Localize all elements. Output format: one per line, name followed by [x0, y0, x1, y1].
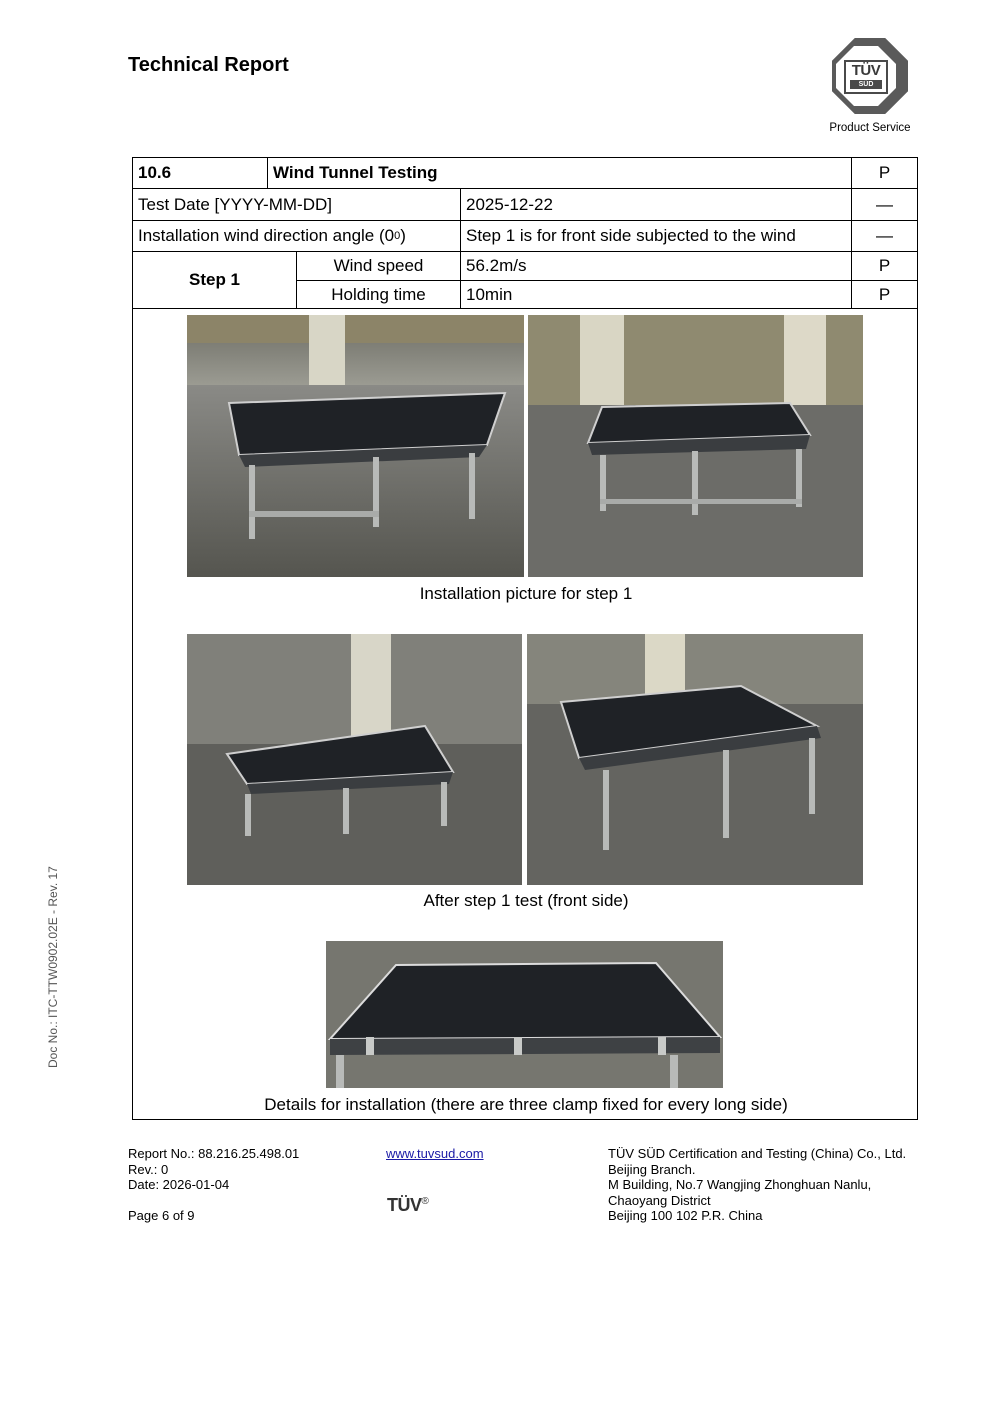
footer-company-address: [608, 1146, 906, 1224]
wind-speed-value: 56.2m/s: [461, 252, 852, 281]
section-number: 10.6: [133, 158, 268, 189]
test-date-label: Test Date [YYYY-MM-DD]: [133, 189, 461, 221]
solar-panel-test-image: [528, 315, 863, 577]
wind-speed-result: P: [852, 252, 917, 281]
logo-mark: TÜV: [851, 62, 881, 79]
test-report-frame: [132, 157, 918, 1120]
step-label: Step 1: [133, 252, 297, 309]
logo-sub: SÜD: [850, 80, 882, 89]
report-revision: Rev.: 0: [128, 1161, 169, 1177]
website-link[interactable]: www.tuvsud.com: [386, 1146, 484, 1161]
holding-time-result: P: [852, 281, 917, 309]
report-number: Report No.: 88.216.25.498.01: [128, 1146, 300, 1161]
after-test-photo-right: [527, 634, 863, 885]
installation-angle-result: —: [852, 221, 917, 252]
section-title: Wind Tunnel Testing: [268, 158, 852, 189]
solar-panel-test-image: [187, 315, 524, 577]
solar-panel-test-image: [527, 634, 863, 885]
installation-angle-value: Step 1 is for front side subjected to the wind: [461, 221, 852, 252]
installation-photo-left: [187, 315, 524, 577]
tuv-sud-logo: [828, 38, 912, 134]
company-line: M Building, No.7 Wangjing Zhonghuan Nanlu,: [608, 1177, 872, 1192]
company-line: Chaoyang District: [608, 1192, 711, 1208]
installation-angle-label-text: Installation wind direction angle (0: [138, 226, 395, 245]
report-title: Technical Report: [128, 54, 289, 76]
tuv-brand-mark: [387, 1195, 428, 1216]
footer-report-info: [128, 1146, 299, 1223]
section-result: P: [852, 158, 917, 189]
page-number: Page 6 of 9: [128, 1207, 195, 1223]
report-date: Date: 2026-01-04: [128, 1177, 230, 1192]
caption-installation-picture: Installation picture for step 1: [419, 584, 633, 603]
logo-label: Product Service: [829, 122, 911, 134]
caption-installation-details: Details for installation (there are three clamp fixed for every long side): [264, 1095, 788, 1114]
test-date-value: 2025-12-22: [461, 189, 852, 221]
installation-angle-label: [133, 221, 461, 252]
wind-speed-label: Wind speed: [297, 252, 461, 281]
tuv-brand-text: TÜV: [387, 1195, 422, 1215]
registered-mark: ®: [421, 1196, 429, 1207]
company-line: Beijing 100 102 P.R. China: [608, 1208, 763, 1223]
holding-time-value: 10min: [461, 281, 852, 309]
installation-detail-photo: [326, 941, 723, 1088]
holding-time-label: Holding time: [297, 281, 461, 309]
company-line: TÜV SÜD Certification and Testing (China) Co., Ltd.: [608, 1146, 907, 1161]
installation-angle-label-end: ): [400, 226, 406, 245]
logo-box: [844, 60, 888, 94]
installation-angle-sup: 0: [394, 230, 401, 242]
installation-photo-right: [528, 315, 863, 577]
footer-website: [386, 1146, 484, 1162]
test-date-result: —: [852, 189, 917, 221]
solar-panel-clamp-detail-image: [326, 941, 723, 1088]
side-document-number: Doc No.: ITC-TTW0902.02E - Rev. 17: [46, 866, 60, 1068]
caption-after-test: After step 1 test (front side): [423, 891, 629, 910]
solar-panel-test-image: [187, 634, 522, 885]
company-line: Beijing Branch.: [608, 1161, 696, 1177]
after-test-photo-left: [187, 634, 522, 885]
